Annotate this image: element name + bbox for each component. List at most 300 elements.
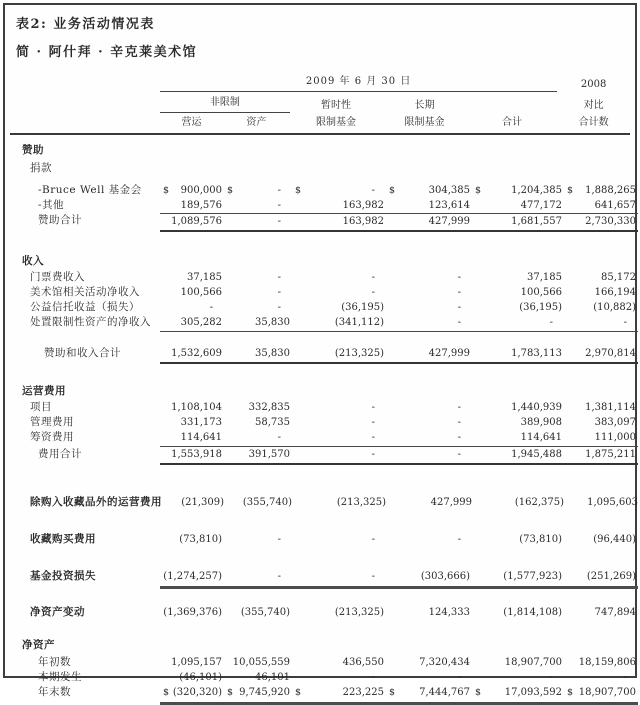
amount-cell xyxy=(564,315,638,330)
row-amounts xyxy=(160,315,638,332)
amount-cell xyxy=(472,315,564,330)
table-row xyxy=(10,605,636,620)
amount-cell xyxy=(160,430,224,445)
empty-amount: - xyxy=(457,417,461,428)
amount-value: (213,325) xyxy=(336,497,386,508)
amount-cell xyxy=(160,285,224,300)
amount-cell xyxy=(386,447,472,462)
row-label: 净资产变动 xyxy=(30,606,85,618)
amount-value: (1,577,923) xyxy=(503,571,562,582)
row-amounts xyxy=(160,415,638,430)
dollar-sign: $ xyxy=(295,687,302,698)
amount-cell xyxy=(160,214,224,229)
amount-cell xyxy=(386,315,472,330)
row-label: 净资产 xyxy=(22,639,55,651)
amount-cell xyxy=(292,214,386,229)
amount-cell xyxy=(292,532,386,547)
empty-amount: - xyxy=(277,534,281,545)
dollar-sign: $ xyxy=(227,687,234,698)
row-label: 年末数 xyxy=(38,686,71,698)
empty-amount: - xyxy=(457,534,461,545)
amount-cell xyxy=(224,315,292,330)
col-total: 合计 xyxy=(501,117,522,128)
row-label: 赞助合计 xyxy=(38,214,82,226)
amount-value: 114,641 xyxy=(520,432,562,443)
amount-cell xyxy=(472,270,564,285)
row-amounts xyxy=(160,183,638,198)
date-header: 2009 年 6 月 30 日 xyxy=(160,74,557,92)
row-label: 管理费用 xyxy=(30,416,74,428)
amount-cell xyxy=(224,447,292,462)
amount-cell xyxy=(564,183,638,198)
dollar-sign: $ xyxy=(475,687,482,698)
table-row xyxy=(10,495,638,510)
amount-value: 1,204,385 xyxy=(511,185,562,196)
amount-value: (355,740) xyxy=(240,607,290,618)
amount-value: 641,657 xyxy=(594,200,636,211)
amount-cell xyxy=(292,670,386,685)
amount-cell xyxy=(292,605,386,620)
table-row xyxy=(10,315,630,332)
amount-value: (73,810) xyxy=(179,534,222,545)
amount-cell xyxy=(160,198,224,213)
row-label: 处置限制性资产的净收入 xyxy=(30,316,151,328)
empty-amount: - xyxy=(277,216,281,227)
amount-cell xyxy=(472,285,564,300)
amount-value: (213,325) xyxy=(334,348,384,359)
amount-cell xyxy=(292,300,386,315)
amount-cell xyxy=(386,300,472,315)
row-label: 美术馆相关活动净收入 xyxy=(30,286,140,298)
amount-value: 304,385 xyxy=(428,185,470,196)
empty-amount: - xyxy=(457,302,461,313)
amount-value: 35,830 xyxy=(255,317,290,328)
row-label: 除购入收藏品外的运营费用 xyxy=(30,496,162,508)
amount-value: 383,097 xyxy=(594,417,636,428)
amount-cell xyxy=(224,685,292,700)
amount-value: 46,101 xyxy=(255,672,290,683)
row-amounts xyxy=(160,400,638,415)
amount-cell xyxy=(472,670,564,685)
amount-cell xyxy=(472,300,564,315)
amount-value: (320,320) xyxy=(172,687,222,698)
amount-cell xyxy=(224,214,292,229)
amount-cell xyxy=(386,270,472,285)
amount-cell xyxy=(292,183,386,198)
amount-cell xyxy=(564,569,638,584)
amount-cell xyxy=(294,495,388,510)
amount-value: 2,730,330 xyxy=(585,216,636,227)
row-amounts xyxy=(160,430,638,447)
amount-value: 427,999 xyxy=(430,497,472,508)
dollar-sign: $ xyxy=(163,185,170,196)
row-label: 公益信托收益（损失） xyxy=(30,301,140,313)
amount-cell xyxy=(386,670,472,685)
amount-cell xyxy=(564,670,638,685)
empty-amount: - xyxy=(277,200,281,211)
amount-cell xyxy=(472,183,564,198)
empty-amount: - xyxy=(209,302,213,313)
amount-cell xyxy=(224,415,292,430)
empty-amount: - xyxy=(371,571,375,582)
row-label: 本期发生 xyxy=(38,671,82,683)
amount-cell xyxy=(386,532,472,547)
amount-value: (251,269) xyxy=(586,571,636,582)
amount-cell xyxy=(160,346,224,361)
amount-value: 223,225 xyxy=(342,687,384,698)
empty-amount: - xyxy=(277,571,281,582)
table-row xyxy=(10,670,630,685)
statement-page xyxy=(3,3,638,698)
empty-amount: - xyxy=(623,672,627,683)
amount-cell xyxy=(386,400,472,415)
amount-cell xyxy=(160,270,224,285)
table-row xyxy=(10,161,630,176)
amount-cell xyxy=(564,415,638,430)
amount-cell xyxy=(564,605,638,620)
amount-cell xyxy=(224,569,292,584)
amount-cell xyxy=(226,495,294,510)
row-label: 筹资费用 xyxy=(30,431,74,443)
amount-value: 100,566 xyxy=(520,287,562,298)
amount-cell xyxy=(564,447,638,462)
amount-cell xyxy=(386,415,472,430)
row-label: -其他 xyxy=(38,199,65,211)
amount-cell xyxy=(224,198,292,213)
amount-value: 1,108,104 xyxy=(171,402,222,413)
amount-cell xyxy=(472,198,564,213)
amount-value: 1,553,918 xyxy=(171,449,222,460)
amount-value: 1,875,211 xyxy=(585,449,636,460)
amount-cell xyxy=(160,605,224,620)
empty-amount: - xyxy=(457,449,461,460)
amount-value: 189,576 xyxy=(180,200,222,211)
table-body xyxy=(10,143,638,705)
amount-value: (10,882) xyxy=(593,302,636,313)
row-label: 基金投资损失 xyxy=(30,570,96,582)
empty-amount: - xyxy=(277,302,281,313)
empty-amount: - xyxy=(549,317,553,328)
empty-amount: - xyxy=(371,185,375,196)
amount-cell xyxy=(564,532,638,547)
amount-cell xyxy=(292,270,386,285)
row-amounts xyxy=(160,655,638,670)
amount-cell xyxy=(564,430,638,445)
amount-value: 166,194 xyxy=(594,287,636,298)
row-label: 费用合计 xyxy=(38,448,82,460)
amount-cell xyxy=(160,300,224,315)
amount-value: (36,195) xyxy=(519,302,562,313)
amount-value: (1,369,376) xyxy=(163,607,222,618)
amount-value: 2,970,814 xyxy=(585,348,636,359)
amount-value: 18,907,700 xyxy=(578,687,636,698)
dollar-sign: $ xyxy=(389,185,396,196)
amount-cell xyxy=(292,655,386,670)
amount-cell xyxy=(292,569,386,584)
amount-cell xyxy=(386,214,472,229)
amount-cell xyxy=(292,198,386,213)
amount-value: 477,172 xyxy=(520,200,562,211)
amount-cell xyxy=(472,685,564,700)
row-amounts xyxy=(160,670,638,685)
amount-value: 85,172 xyxy=(601,272,636,283)
amount-value: (355,740) xyxy=(242,497,292,508)
amount-cell xyxy=(292,415,386,430)
empty-amount: - xyxy=(457,287,461,298)
amount-value: 1,095,157 xyxy=(171,657,222,668)
amount-cell xyxy=(292,315,386,330)
organization-name: 简 · 阿什拜 · 辛克莱美术馆 xyxy=(16,45,198,60)
row-label: 门票费收入 xyxy=(30,271,85,283)
col-temp-restricted-fund: 限制基金 xyxy=(315,117,356,128)
amount-cell xyxy=(160,183,224,198)
header-group-row xyxy=(10,95,630,113)
empty-amount: - xyxy=(371,672,375,683)
empty-amount: - xyxy=(277,287,281,298)
dollar-sign: $ xyxy=(163,687,170,698)
amount-value: 35,830 xyxy=(255,348,290,359)
amount-value: 1,681,557 xyxy=(511,216,562,227)
unrestricted-group-header: 非限制 xyxy=(160,95,290,113)
amount-value: 436,550 xyxy=(342,657,384,668)
amount-cell xyxy=(564,655,638,670)
amount-value: 747,894 xyxy=(594,607,636,618)
amount-cell xyxy=(224,655,292,670)
empty-amount: - xyxy=(549,672,553,683)
amount-cell xyxy=(386,346,472,361)
amount-cell xyxy=(472,400,564,415)
amount-cell xyxy=(224,300,292,315)
amount-cell xyxy=(564,285,638,300)
empty-amount: - xyxy=(457,272,461,283)
row-label: 年初数 xyxy=(38,656,71,668)
amount-value: 124,333 xyxy=(428,607,470,618)
amount-cell xyxy=(160,670,224,685)
empty-amount: - xyxy=(371,287,375,298)
amount-cell xyxy=(386,605,472,620)
table-row xyxy=(10,532,636,547)
amount-cell xyxy=(564,300,638,315)
amount-value: 9,745,920 xyxy=(239,687,290,698)
row-label: 收入 xyxy=(22,255,44,267)
amount-value: 10,055,559 xyxy=(232,657,290,668)
amount-cell xyxy=(224,400,292,415)
amount-cell xyxy=(224,670,292,685)
row-amounts xyxy=(160,569,638,589)
row-amounts xyxy=(162,495,640,510)
empty-amount: - xyxy=(277,272,281,283)
amount-value: 111,000 xyxy=(594,432,636,443)
col-assets: 资产 xyxy=(246,117,267,128)
amount-value: (96,440) xyxy=(593,534,636,545)
amount-value: 1,945,488 xyxy=(511,449,562,460)
table-row xyxy=(10,183,636,198)
row-amounts xyxy=(160,605,638,620)
dollar-sign: $ xyxy=(227,185,234,196)
amount-cell xyxy=(386,430,472,445)
amount-value: 391,570 xyxy=(248,449,290,460)
amount-value: 163,982 xyxy=(342,216,384,227)
dollar-sign: $ xyxy=(295,185,302,196)
amount-cell xyxy=(224,605,292,620)
empty-amount: - xyxy=(371,272,375,283)
amount-value: 7,320,434 xyxy=(419,657,470,668)
amount-cell xyxy=(160,415,224,430)
row-amounts xyxy=(160,685,638,705)
amount-cell xyxy=(224,270,292,285)
amount-value: 427,999 xyxy=(428,216,470,227)
table-row xyxy=(10,384,630,399)
amount-value: 123,614 xyxy=(428,200,470,211)
empty-amount: - xyxy=(457,402,461,413)
amount-value: 1,089,576 xyxy=(171,216,222,227)
amount-cell xyxy=(160,685,224,700)
row-label: -Bruce Well 基金会 xyxy=(38,184,142,196)
empty-amount: - xyxy=(371,449,375,460)
amount-value: 58,735 xyxy=(255,417,290,428)
row-amounts xyxy=(160,213,638,232)
table-row xyxy=(10,685,636,705)
amount-cell xyxy=(386,285,472,300)
amount-cell xyxy=(564,270,638,285)
prior-year-header: 2008 xyxy=(580,79,607,90)
table-row xyxy=(10,198,636,213)
row-label: 收藏购买费用 xyxy=(30,533,96,545)
table-row xyxy=(10,569,636,589)
amount-value: 18,159,806 xyxy=(578,657,636,668)
amount-value: (162,375) xyxy=(514,497,564,508)
amount-cell xyxy=(472,447,564,462)
row-label: 项目 xyxy=(30,401,52,413)
row-label: 赞助 xyxy=(22,144,44,156)
amount-cell xyxy=(472,605,564,620)
amount-value: (303,666) xyxy=(420,571,470,582)
table-row xyxy=(10,143,630,158)
amount-cell xyxy=(564,400,638,415)
col-prior-total: 合计数 xyxy=(578,117,609,128)
amount-cell xyxy=(386,569,472,584)
amount-cell xyxy=(292,400,386,415)
amount-value: 1,440,939 xyxy=(511,402,562,413)
empty-amount: - xyxy=(371,534,375,545)
amount-value: 305,282 xyxy=(180,317,222,328)
amount-cell xyxy=(386,685,472,700)
amount-cell xyxy=(566,495,640,510)
row-amounts xyxy=(160,447,638,465)
header-columns-row xyxy=(10,115,630,130)
amount-value: (21,309) xyxy=(181,497,224,508)
amount-value: 37,185 xyxy=(527,272,562,283)
amount-cell xyxy=(160,315,224,330)
amount-value: 37,185 xyxy=(187,272,222,283)
dollar-sign: $ xyxy=(389,687,396,698)
amount-cell xyxy=(292,430,386,445)
row-label: 运营费用 xyxy=(22,385,66,397)
table-row xyxy=(10,638,630,653)
amount-cell xyxy=(224,285,292,300)
amount-cell xyxy=(386,183,472,198)
amount-cell xyxy=(160,569,224,584)
amount-value: 1,381,114 xyxy=(585,402,636,413)
amount-value: 332,835 xyxy=(248,402,290,413)
table-row xyxy=(10,300,636,315)
row-amounts xyxy=(160,270,638,285)
empty-amount: - xyxy=(371,432,375,443)
empty-amount: - xyxy=(277,432,281,443)
table-row xyxy=(10,415,636,430)
amount-cell xyxy=(472,214,564,229)
amount-cell xyxy=(292,346,386,361)
empty-amount: - xyxy=(277,185,281,196)
amount-cell xyxy=(388,495,474,510)
amount-cell xyxy=(386,655,472,670)
table-header xyxy=(10,74,630,135)
amount-value: 900,000 xyxy=(180,185,222,196)
amount-cell xyxy=(472,532,564,547)
table-row xyxy=(10,655,636,670)
amount-value: 331,173 xyxy=(180,417,222,428)
amount-cell xyxy=(160,655,224,670)
amount-cell xyxy=(292,285,386,300)
perm-restricted-header-top: 长期 xyxy=(414,100,435,111)
table-row xyxy=(10,285,636,300)
amount-value: 427,999 xyxy=(428,348,470,359)
amount-value: 114,641 xyxy=(180,432,222,443)
amount-value: 163,982 xyxy=(342,200,384,211)
empty-amount: - xyxy=(623,317,627,328)
row-amounts xyxy=(160,285,638,300)
amount-cell xyxy=(472,346,564,361)
table-row xyxy=(10,400,636,415)
empty-amount: - xyxy=(371,402,375,413)
table-row xyxy=(10,254,630,269)
amount-value: 18,907,700 xyxy=(504,657,562,668)
empty-amount: - xyxy=(457,317,461,328)
amount-value: (36,195) xyxy=(341,302,384,313)
table-row xyxy=(10,213,636,232)
amount-cell xyxy=(564,214,638,229)
amount-value: 17,093,592 xyxy=(504,687,562,698)
table-title: 表2: 业务活动情况表 xyxy=(16,17,155,32)
amount-value: 1,783,113 xyxy=(511,348,562,359)
amount-value: 1,532,609 xyxy=(171,348,222,359)
amount-value: 100,566 xyxy=(180,287,222,298)
amount-cell xyxy=(564,198,638,213)
amount-cell xyxy=(292,685,386,700)
amount-cell xyxy=(474,495,566,510)
table-row xyxy=(10,430,636,447)
table-row xyxy=(10,447,636,465)
row-label: 捐款 xyxy=(30,162,52,174)
amount-value: (1,274,257) xyxy=(163,571,222,582)
amount-cell xyxy=(472,569,564,584)
empty-amount: - xyxy=(457,672,461,683)
col-operating: 营运 xyxy=(181,117,202,128)
row-amounts xyxy=(160,346,638,364)
amount-cell xyxy=(162,495,226,510)
amount-value: 389,908 xyxy=(520,417,562,428)
amount-cell xyxy=(160,532,224,547)
amount-value: (1,814,108) xyxy=(503,607,562,618)
amount-cell xyxy=(472,415,564,430)
amount-cell xyxy=(564,346,638,361)
amount-cell xyxy=(224,183,292,198)
amount-cell xyxy=(472,655,564,670)
table-row xyxy=(10,346,636,364)
temp-restricted-header-top: 暂时性 xyxy=(321,100,351,111)
amount-cell xyxy=(224,532,292,547)
amount-value: (46,101) xyxy=(179,672,222,683)
